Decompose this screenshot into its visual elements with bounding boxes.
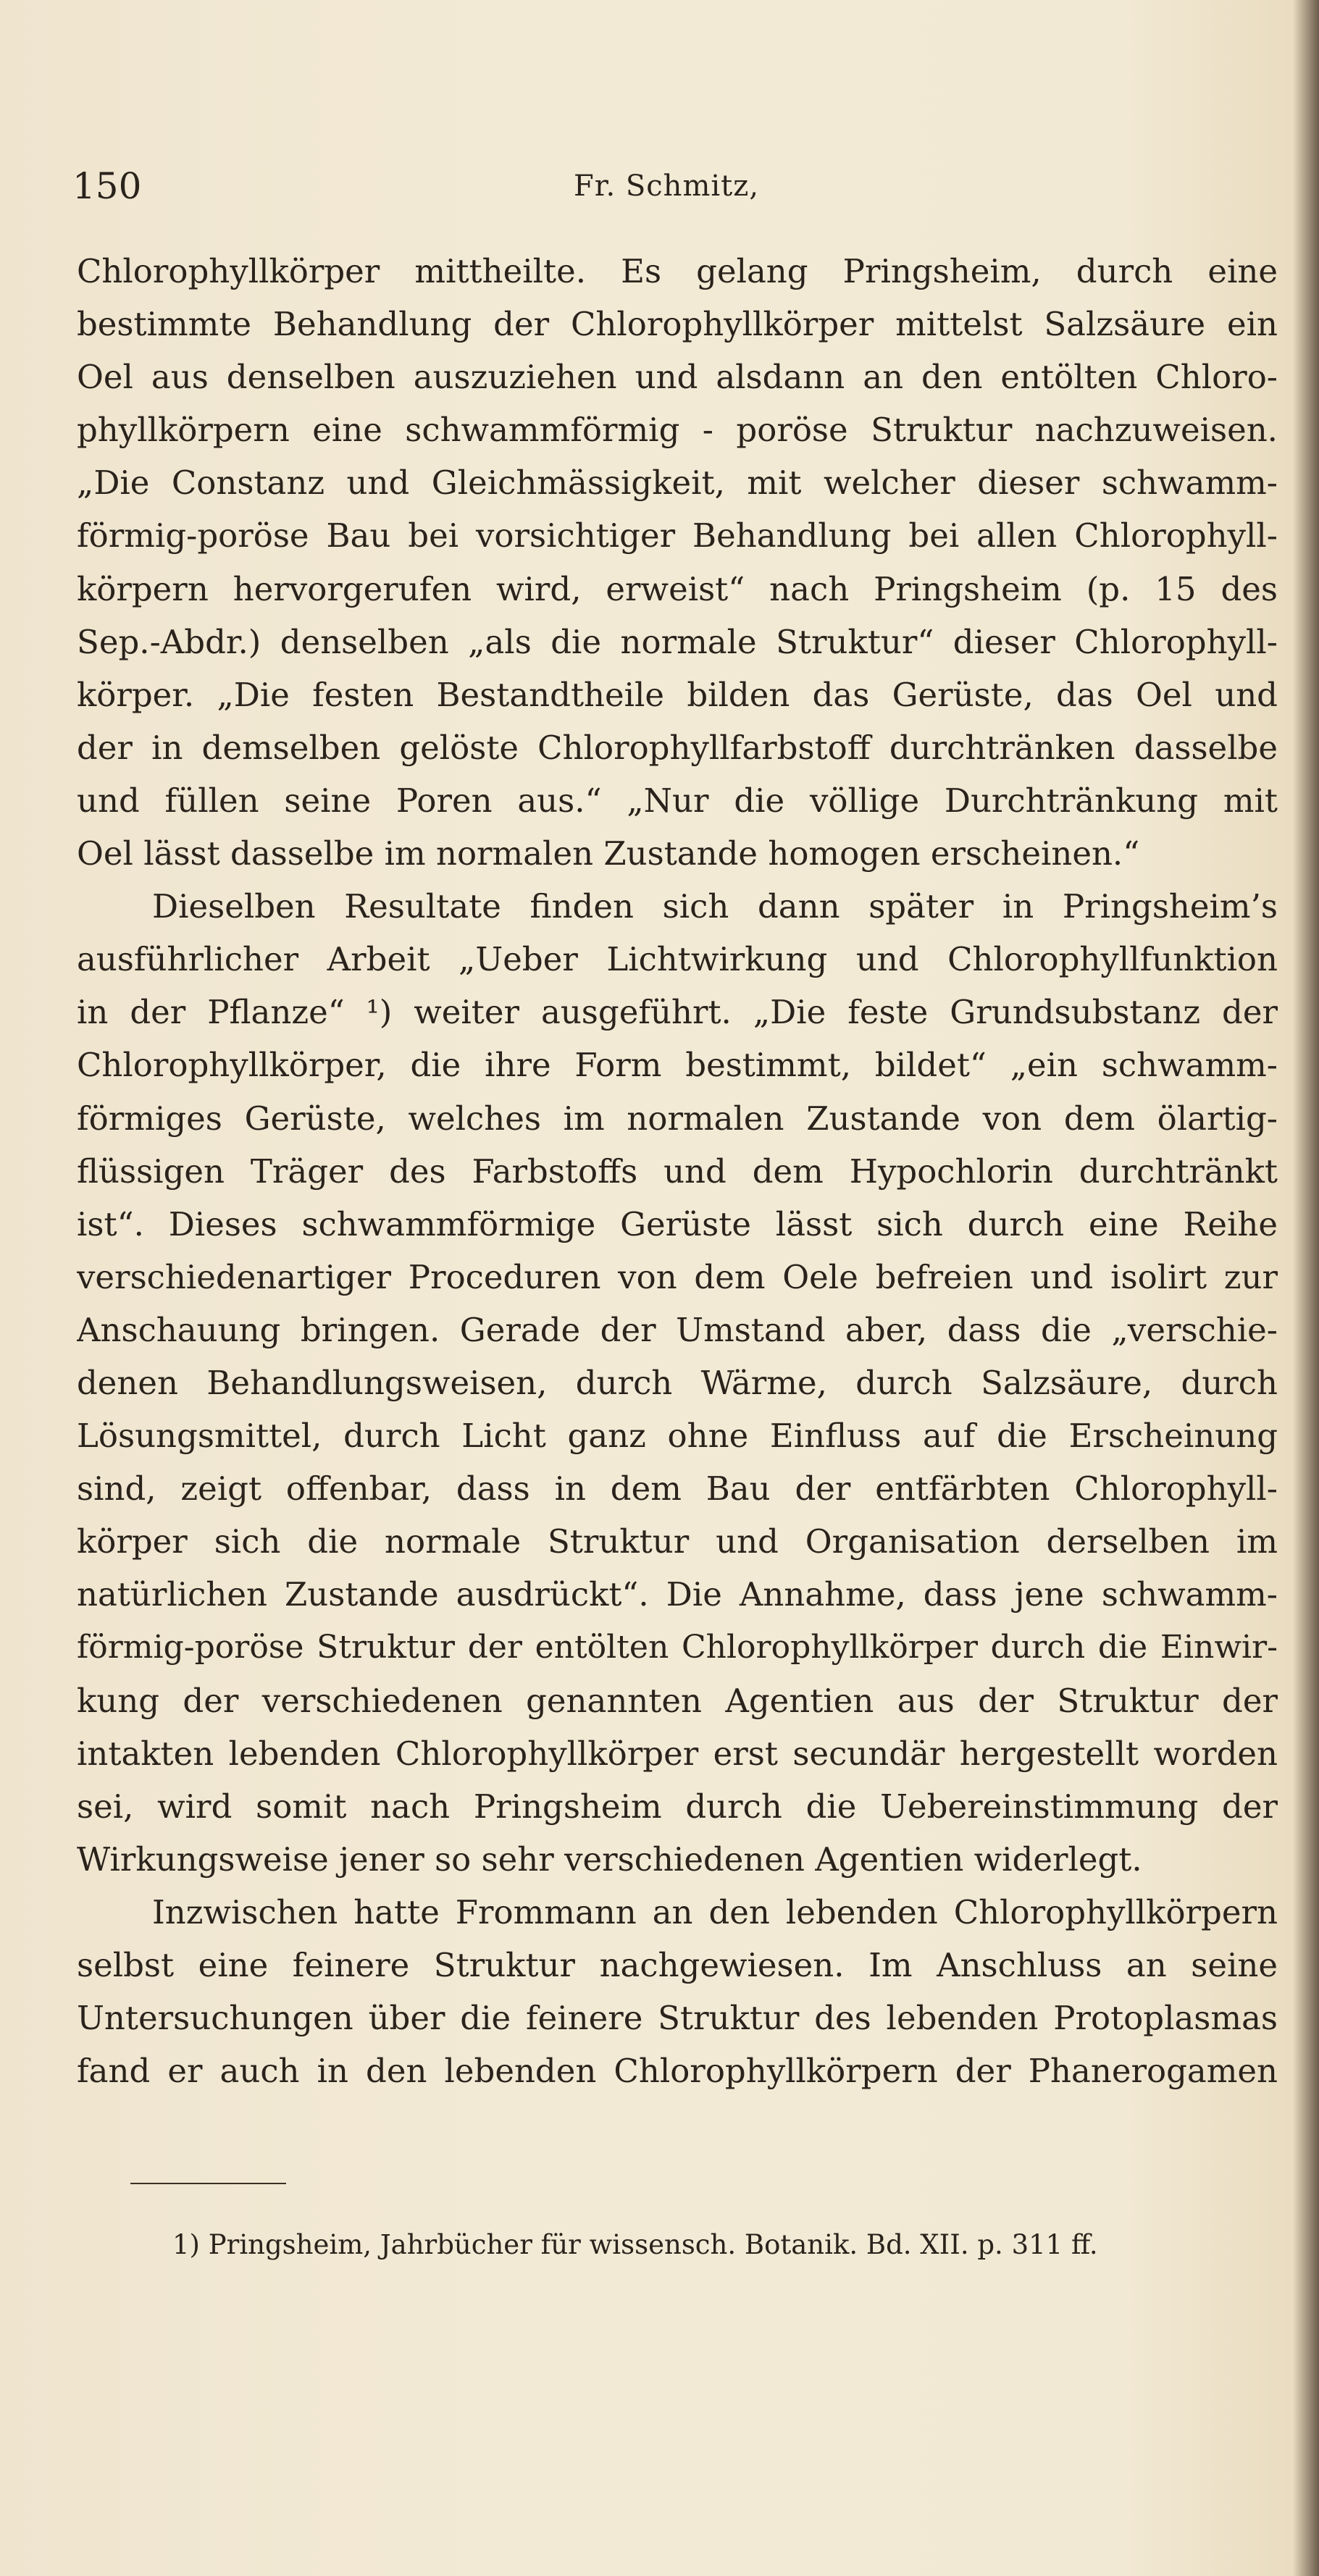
text-line: Chlorophyllkörper mittheilte. Es gelang Pringsheim, durch eine [77, 252, 1278, 290]
text-line: in der Pflanze“ ¹) weiter ausgeführt. „Die feste Grundsubstanz der [77, 993, 1278, 1032]
text-line: kung der verschiedenen genannten Agentien aus der Struktur der [77, 1681, 1278, 1720]
text-line: selbst eine feinere Struktur nachgewiesen. Im Anschluss an seine [77, 1946, 1278, 1984]
text-line: körpern hervorgerufen wird, erweist“ nach Pringsheim (p. 15 des [77, 569, 1278, 608]
running-head: Fr. Schmitz, [573, 169, 760, 203]
text-line: „Die Constanz und Gleichmässigkeit, mit welcher dieser schwamm- [77, 463, 1278, 503]
text-line: Oel lässt dasselbe im normalen Zustande homogen erscheinen.“ [77, 834, 1140, 873]
text-line: Dieselben Resultate finden sich dann später in Pringsheim’s [152, 887, 1278, 926]
text-line: ist“. Dieses schwammförmige Gerüste lässt sich durch eine Reihe [77, 1204, 1278, 1243]
text-line: sind, zeigt offenbar, dass in dem Bau der entfärbten Chlorophyll- [77, 1469, 1278, 1509]
text-line: denen Behandlungsweisen, durch Wärme, durch Salzsäure, durch [77, 1363, 1278, 1402]
page-number: 150 [72, 165, 142, 207]
text-line: förmiges Gerüste, welches im normalen Zustande von dem ölartig- [77, 1099, 1278, 1138]
text-line: bestimmte Behandlung der Chlorophyllkörper mittelst Salzsäure ein [77, 305, 1278, 344]
text-line: verschiedenartiger Proceduren von dem Oele befreien und isolirt zur [77, 1257, 1278, 1296]
text-line: Oel aus denselben auszuziehen und alsdann an den entölten Chloro- [77, 358, 1278, 397]
footnote-rule [130, 2183, 286, 2184]
text-line: Sep.-Abdr.) denselben „als die normale Struktur“ dieser Chlorophyll- [77, 622, 1278, 661]
text-line: förmig-poröse Bau bei vorsichtiger Behandlung bei allen Chlorophyll- [77, 516, 1278, 555]
footnote: 1) Pringsheim, Jahrbücher für wissensch. Botanik. Bd. XII. p. 311 ff. [172, 2229, 1098, 2260]
text-line: Untersuchungen über die feinere Struktur des lebenden Protoplasmas [77, 1999, 1278, 2038]
text-line: Inzwischen hatte Frommann an den lebenden Chlorophyllkörpern [152, 1892, 1278, 1931]
text-line: Wirkungsweise jener so sehr verschiedenen Agentien widerlegt. [77, 1839, 1142, 1879]
body-text [77, 245, 1278, 2097]
text-line: ausführlicher Arbeit „Ueber Lichtwirkung und Chlorophyllfunktion [77, 940, 1278, 979]
text-line: und füllen seine Poren aus.“ „Nur die völlige Durchtränkung mit [77, 781, 1278, 820]
text-line: Lösungsmittel, durch Licht ganz ohne Einfluss auf die Erscheinung [77, 1417, 1278, 1456]
text-line: flüssigen Träger des Farbstoffs und dem Hypochlorin durchtränkt [77, 1151, 1278, 1191]
page-header [72, 161, 1260, 211]
text-line: natürlichen Zustande ausdrückt“. Die Annahme, dass jene schwamm- [77, 1575, 1278, 1614]
text-line: förmig-poröse Struktur der entölten Chlorophyllkörper durch die Einwir- [77, 1629, 1278, 1666]
text-line: Anschauung bringen. Gerade der Umstand aber, dass die „verschie- [77, 1310, 1278, 1349]
text-line: sei, wird somit nach Pringsheim durch die Uebereinstimmung der [77, 1787, 1278, 1826]
text-line: fand er auch in den lebenden Chlorophyllkörpern der Phanerogamen [77, 2052, 1278, 2091]
text-line: phyllkörpern eine schwammförmig - poröse Struktur nachzuweisen. [77, 411, 1278, 450]
text-line: der in demselben gelöste Chlorophyllfarbstoff durchtränken dasselbe [77, 728, 1278, 767]
text-line: körper sich die normale Struktur und Organisation derselben im [77, 1522, 1278, 1561]
text-line: Chlorophyllkörper, die ihre Form bestimmt, bildet“ „ein schwamm- [77, 1046, 1278, 1085]
text-line: körper. „Die festen Bestandtheile bilden das Gerüste, das Oel und [77, 675, 1278, 714]
text-line: intakten lebenden Chlorophyllkörper erst secundär hergestellt worden [77, 1734, 1278, 1773]
